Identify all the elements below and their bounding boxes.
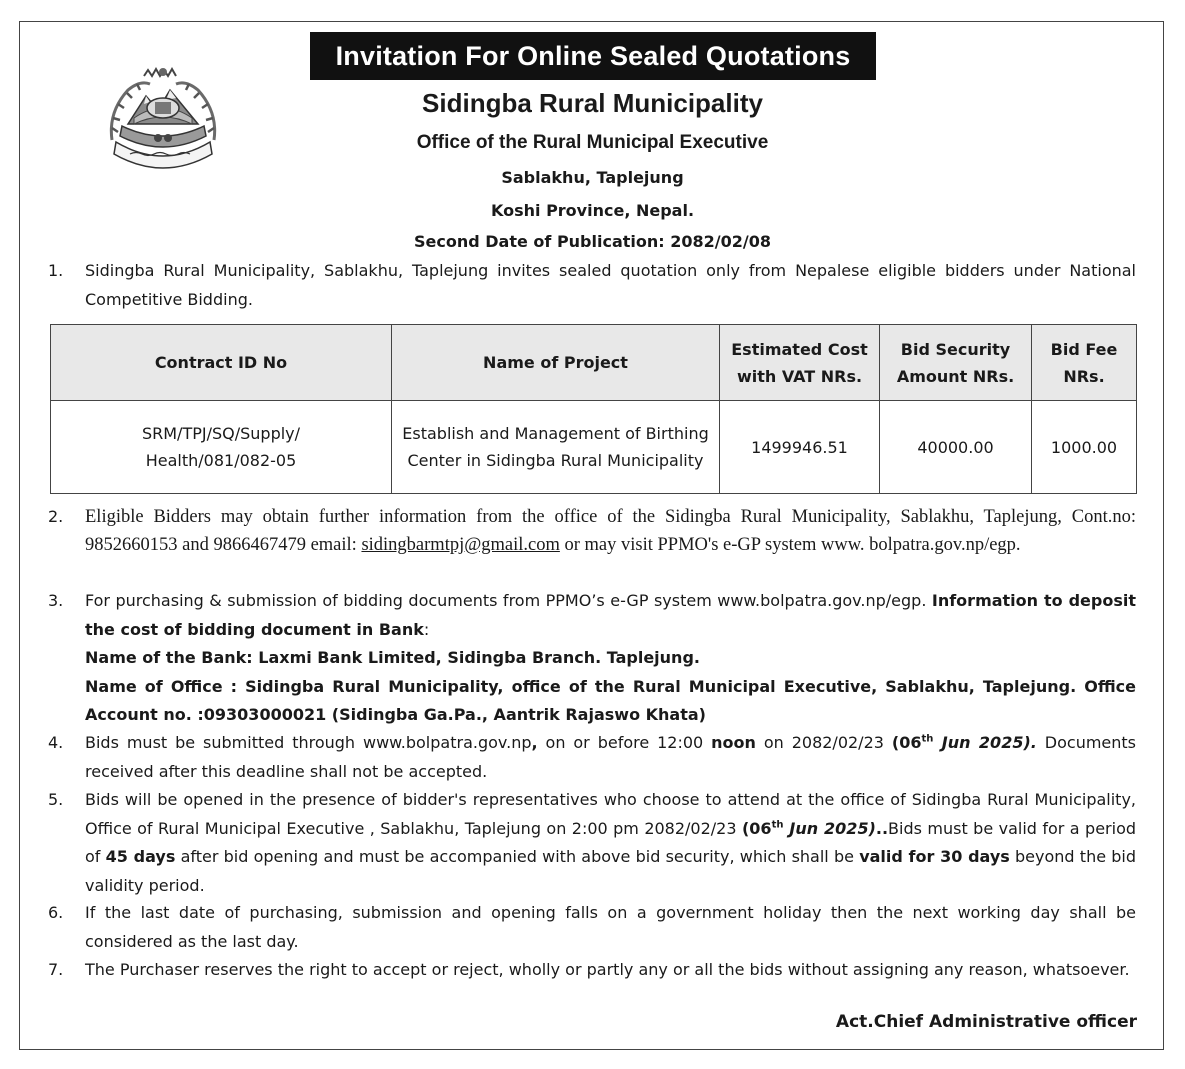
bid-fee-cell: 1000.00 <box>1032 401 1137 494</box>
item-number: 3. <box>48 591 64 610</box>
list-item-1 <box>48 257 1136 314</box>
item-number: 5. <box>48 790 64 809</box>
column-header: Bid Security Amount NRs. <box>880 325 1032 401</box>
item-text: The Purchaser reserves the right to accept or reject, wholly or partly any or all the bids without assigning any reason, whatsoever. <box>85 960 1130 979</box>
list-item-2: 2. Eligible Bidders may obtain further information from the office of the Sidingba Rural Municipality, Sablakhu, Taplejung, Cont.no: 9852660153 and 9866467479 email: sidingbarmtpj@gmail.com or may visit PPMO's e-GP system www. bolpatra.gov.np/egp. <box>48 503 1136 559</box>
nepal-government-emblem-icon <box>100 62 226 174</box>
list-item-4: 4. Bids must be submitted through www.bolpatra.gov.np, on or before 12:00 noon on 2082/02/23 (06th Jun 2025). Documents received after this deadline shall not be accepted. <box>48 729 1136 786</box>
table-header-row <box>51 325 1137 401</box>
item-text: If the last date of purchasing, submission and opening falls on a government holiday then the next working day shall be considered as the last day. <box>85 903 1136 951</box>
contract-id-cell: SRM/TPJ/SQ/Supply/ Health/081/082-05 <box>51 401 392 494</box>
address-line-2: Koshi Province, Nepal. <box>490 201 695 220</box>
list-item-7 <box>48 956 1136 985</box>
bid-table <box>50 324 1137 494</box>
project-name-cell: Establish and Management of Birthing Center in Sidingba Rural Municipality <box>392 401 720 494</box>
table-row <box>51 401 1137 494</box>
item-number: 4. <box>48 733 64 752</box>
item-text: Sidingba Rural Municipality, Sablakhu, Taplejung invites sealed quotation only from Nepalese eligible bidders under National Competitive Bidding. <box>85 261 1136 309</box>
list-item-6 <box>48 899 1136 956</box>
organization-name: Sidingba Rural Municipality <box>422 88 763 118</box>
bid-security-cell: 40000.00 <box>880 401 1032 494</box>
column-header: Bid Fee NRs. <box>1032 325 1137 401</box>
list-item-5: 5. Bids will be opened in the presence of bidder's representatives who choose to attend at the office of Sidingba Rural Municipality, Office of Rural Municipal Executive , Sablakhu, Taplejung on 2:00 pm 2082/02/23 (06th Jun 2025)..Bids must be valid for a period of 45 days after bid opening and must be accompanied with above bid security, which shall be valid for 30 days beyond the bid validity period. <box>48 786 1136 900</box>
notice-title-banner: Invitation For Online Sealed Quotations <box>310 32 876 80</box>
item-number: 1. <box>48 261 64 280</box>
office-account: Name of Office : Sidingba Rural Municipality, office of the Rural Municipal Executive, Sablakhu, Taplejung. Office Account no. :09303000021 (Sidingba Ga.Pa., Aantrik Rajaswo Khata) <box>85 676 1136 724</box>
item-number: 6. <box>48 903 64 922</box>
column-header: Contract ID No <box>51 325 392 401</box>
estimated-cost-cell: 1499946.51 <box>720 401 880 494</box>
column-header: Name of Project <box>392 325 720 401</box>
bank-name: Name of the Bank: Laxmi Bank Limited, Sidingba Branch. Taplejung. <box>85 648 700 667</box>
publication-date: Second Date of Publication: 2082/02/08 <box>414 232 771 251</box>
column-header: Estimated Cost with VAT NRs. <box>720 325 880 401</box>
item-number: 2. <box>48 507 64 526</box>
item-number: 7. <box>48 960 64 979</box>
address-line-1: Sablakhu, Taplejung <box>501 168 684 187</box>
office-name: Office of the Rural Municipal Executive <box>416 132 769 153</box>
contact-email-link[interactable]: sidingbarmtpj@gmail.com <box>361 535 560 555</box>
list-item-3: 3. For purchasing & submission of bidding documents from PPMO’s e-GP system www.bolpatra.gov.np/egp. Information to deposit the cost of bidding document in Bank: Name of the Bank: Laxmi Bank Limited, Sidingba Branch. Taplejung. Name of Office : Sidingba Rural Municipality, office of the Rural Municipal Executive, Sablakhu, Taplejung. Office Account no. :09303000021 (Sidingba Ga.Pa., Aantrik Rajaswo Khata) <box>48 587 1136 730</box>
signature-title: Act.Chief Administrative officer <box>835 1012 1137 1032</box>
